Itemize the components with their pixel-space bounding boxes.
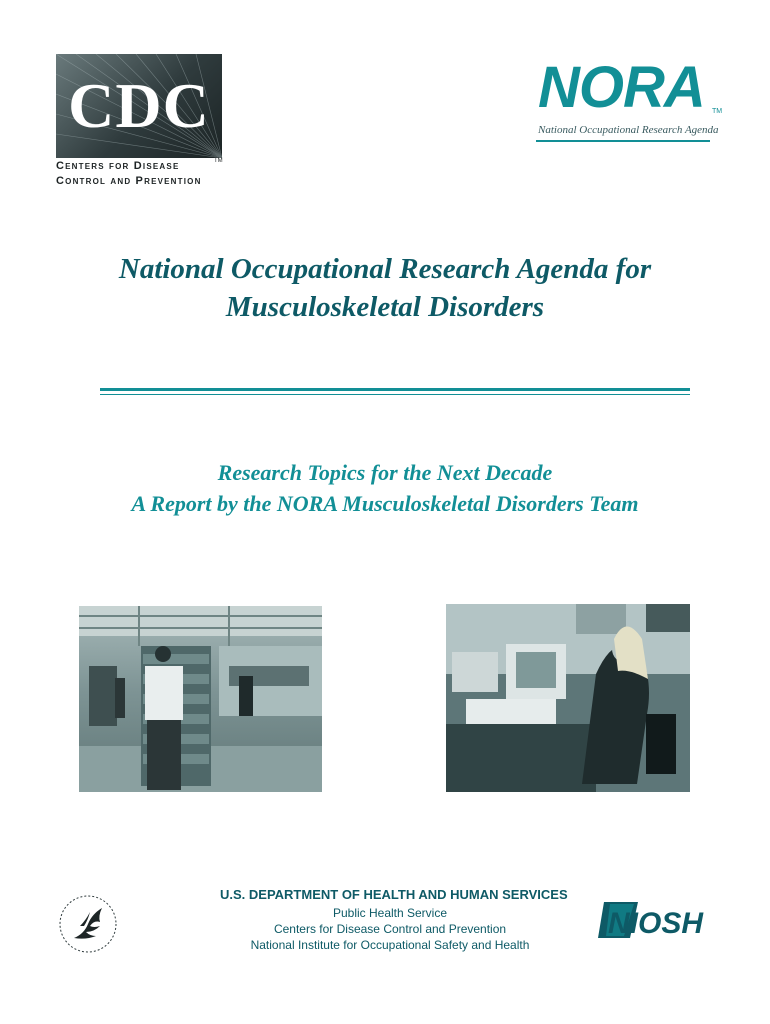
agency-line-2: Centers for Disease Control and Prevention	[273, 922, 507, 936]
title-rule	[100, 388, 690, 391]
cdc-name-line2: Control and Prevention	[56, 175, 202, 187]
nora-underline	[536, 140, 710, 142]
nora-subtitle: National Occupational Research Agenda	[538, 124, 719, 136]
page-title-line1: National Occupational Research Agenda for	[118, 253, 652, 285]
title-rule-thin	[100, 394, 690, 395]
agency-line-3: National Institute for Occupational Safety and Health	[250, 938, 530, 952]
cdc-name-line1: Centers for Disease	[56, 160, 180, 172]
niosh-logo	[598, 900, 722, 940]
cdc-trademark: TM	[214, 158, 223, 164]
office-worker-photo	[446, 604, 690, 792]
cdc-letters: CDC	[68, 70, 210, 141]
agency-line-1: Public Health Service	[332, 906, 448, 920]
hhs-eagle-seal-icon	[56, 892, 120, 956]
niosh-logo-text: NIOSH	[608, 907, 704, 940]
nora-trademark: TM	[712, 108, 723, 115]
cdc-logo	[56, 54, 222, 158]
subtitle-line1: Research Topics for the Next Decade	[217, 460, 553, 485]
nora-logo: NORA	[538, 55, 705, 120]
page-title-line2: Musculoskeletal Disorders	[225, 291, 545, 323]
subtitle-line2: A Report by the NORA Musculoskeletal Disorders Team	[131, 491, 639, 516]
department-name: U.S. DEPARTMENT OF HEALTH AND HUMAN SERVICES	[220, 887, 568, 902]
warehouse-worker-photo	[79, 606, 322, 792]
